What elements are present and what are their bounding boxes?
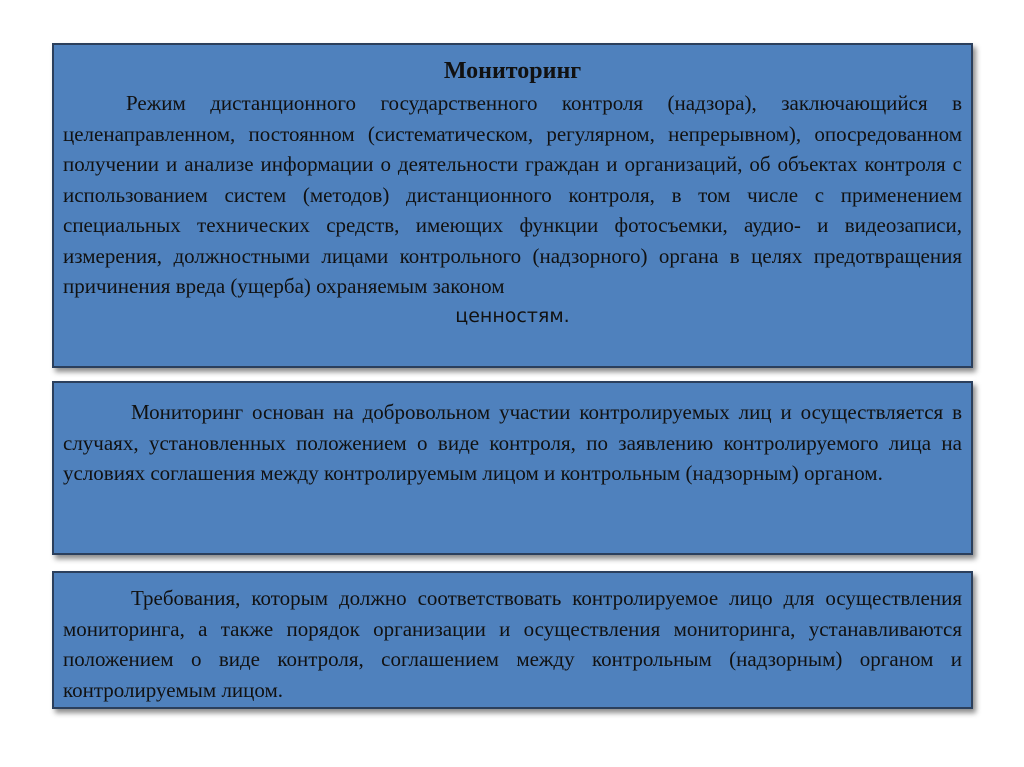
definition-box xyxy=(52,43,973,368)
basis-box xyxy=(52,381,973,555)
basis-text: Мониторинг основан на добровольном участии контролируемых лиц и осуществляется в случаях, установленных положением о виде контроля, по заявлению контролируемого лица на условиях соглашения между контролируемым лицом и контрольным (надзорным) органом. xyxy=(63,400,962,485)
definition-text-end: ценностям. xyxy=(455,304,570,327)
definition-text: Режим дистанционного государственного контроля (надзора), заключающийся в целенаправленном, постоянном (систематическом, регулярном, непрерывном), опосредованном получении и анализе информации о деятельности граждан и организаций, об объектах контроля с использованием систем (методов) дистанционного контроля, в том числе с применением специальных технических средств, имеющих функции фотосъемки, аудио- и видеозаписи, измерения, должностными лицами контрольного (надзорного) органа в целях предотвращения причинения вреда (ущерба) охраняемым законом xyxy=(63,91,962,298)
requirements-box xyxy=(52,571,973,709)
requirements-text: Требования, которым должно соответствовать контролируемое лицо для осуществления мониторинга, а также порядок организации и осуществления мониторинга, устанавливаются положением о виде контроля, соглашением между контрольным (надзорным) органом и контролируемым лицом. xyxy=(63,586,962,702)
monitoring-title: Мониторинг xyxy=(443,58,582,84)
